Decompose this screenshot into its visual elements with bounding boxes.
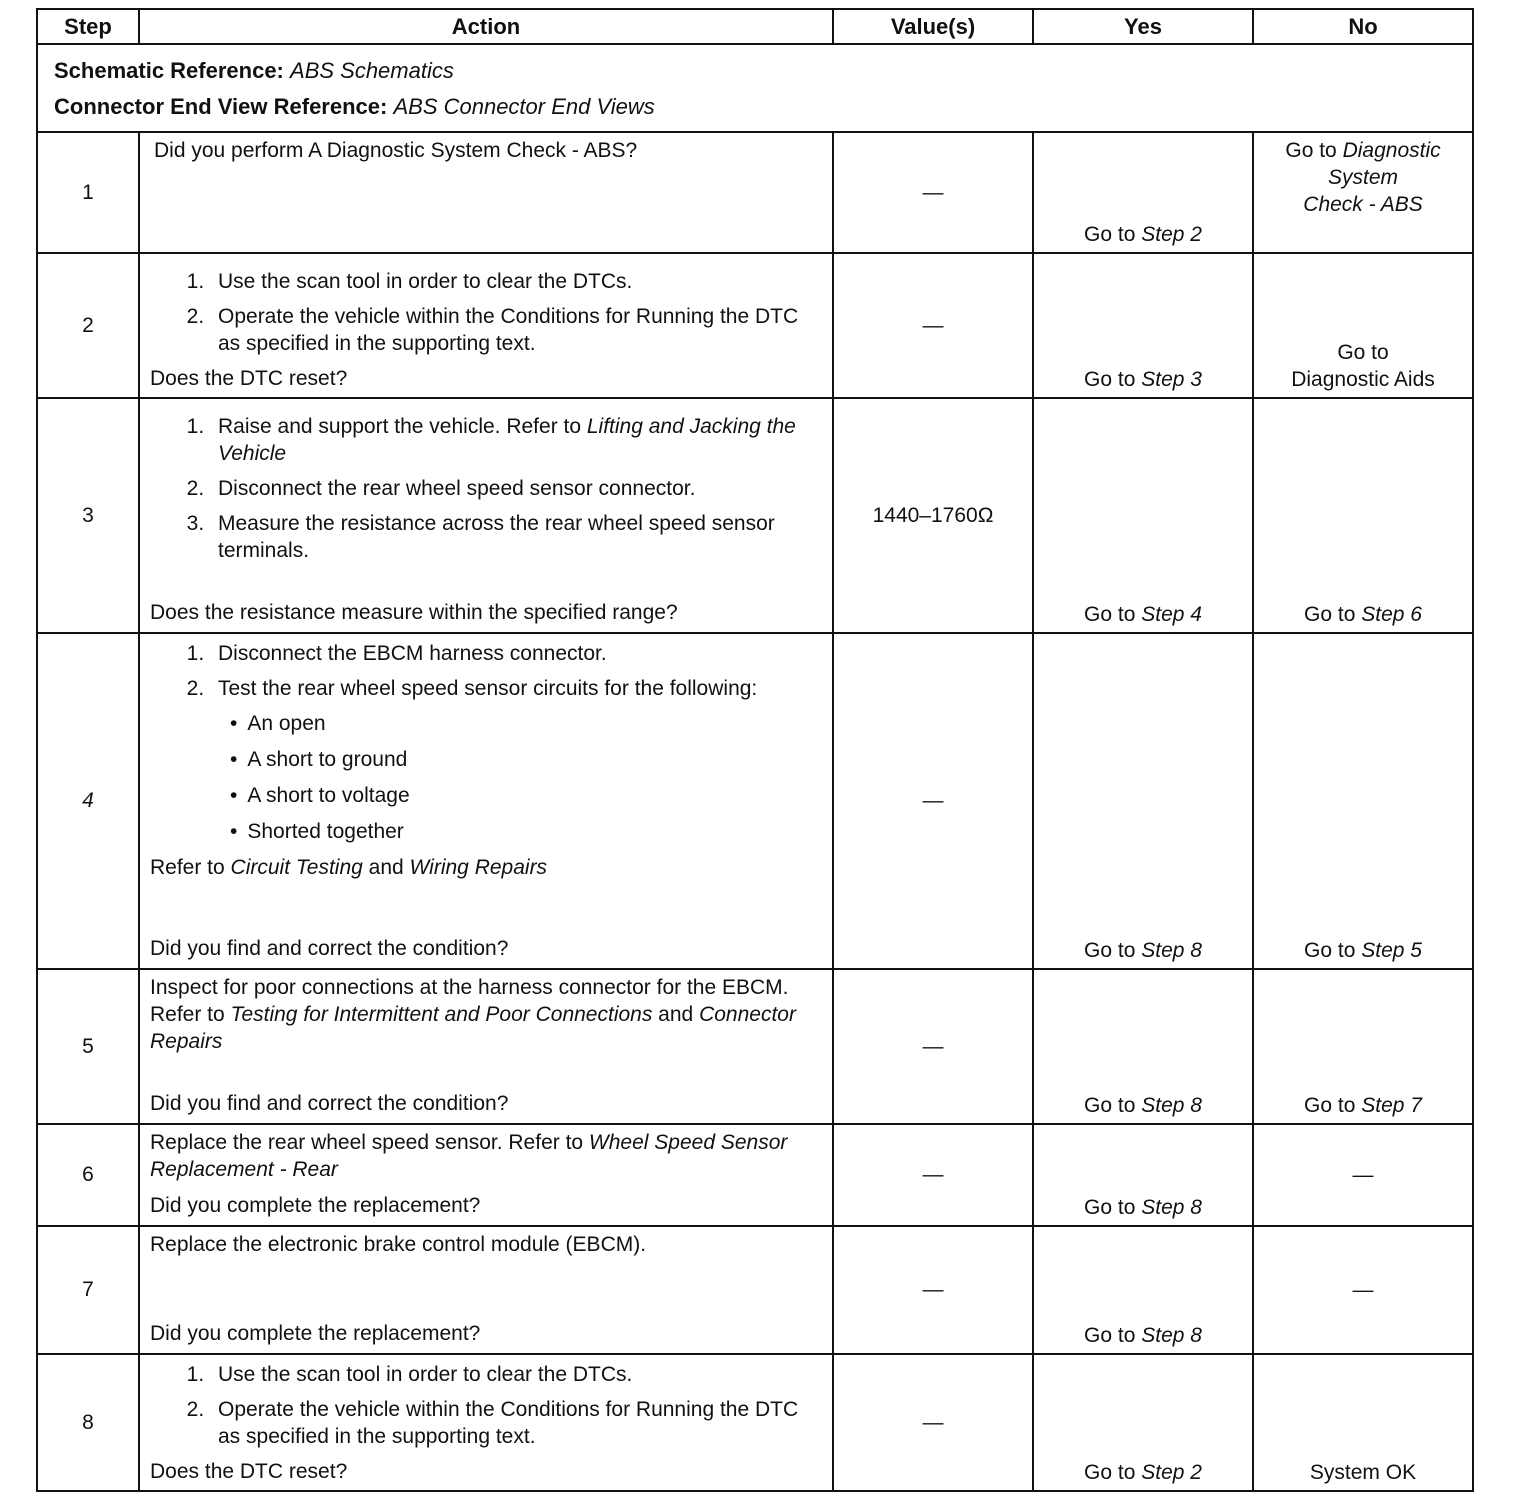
yes-cell bbox=[1033, 969, 1253, 1124]
action-question: Did you complete the replacement? bbox=[150, 1322, 481, 1345]
action-text bbox=[140, 970, 832, 1055]
yes-cell bbox=[1033, 1354, 1253, 1491]
action-cell bbox=[139, 1124, 833, 1226]
reference-cell bbox=[37, 44, 1473, 132]
yes-cell bbox=[1033, 633, 1253, 969]
goto-label: Go to bbox=[1084, 368, 1136, 391]
action-question: Did you find and correct the condition? bbox=[150, 1092, 509, 1115]
action-cell bbox=[139, 1354, 833, 1491]
action-question: Does the DTC reset? bbox=[150, 1460, 348, 1483]
no-step-link[interactable]: Step 7 bbox=[1361, 1094, 1422, 1117]
no-link-part2[interactable]: System bbox=[1327, 166, 1398, 189]
yes-step-link[interactable]: Step 4 bbox=[1141, 603, 1202, 626]
no-cell bbox=[1253, 633, 1473, 969]
action-question: Did you find and correct the condition? bbox=[150, 937, 509, 960]
schematic-reference bbox=[54, 53, 1456, 89]
value-cell: 1440–1760Ω bbox=[833, 398, 1033, 633]
action-text-part: and bbox=[652, 1003, 700, 1026]
schematic-reference-link[interactable]: ABS Schematics bbox=[290, 58, 454, 83]
goto-label: Go to bbox=[1084, 1461, 1136, 1484]
yes-step-link[interactable]: Step 8 bbox=[1141, 939, 1202, 962]
condition-item: • A short to ground bbox=[230, 746, 822, 773]
yes-cell bbox=[1033, 1226, 1253, 1354]
yes-goto[interactable] bbox=[1034, 366, 1252, 393]
yes-goto[interactable] bbox=[1034, 221, 1252, 248]
yes-step-link[interactable]: Step 2 bbox=[1141, 1461, 1202, 1484]
goto-label: Go to bbox=[1304, 603, 1356, 626]
action-cell bbox=[139, 253, 833, 398]
value-cell: — bbox=[833, 633, 1033, 969]
goto-label: Go to bbox=[1084, 939, 1136, 962]
action-cell bbox=[139, 633, 833, 969]
action-cell bbox=[139, 1226, 833, 1354]
action-text-part: Inspect for poor connections at the harness connector for the EBCM. Refer to bbox=[150, 976, 789, 1026]
step-number: 2 bbox=[37, 253, 139, 398]
goto-label: Go to bbox=[1304, 1094, 1356, 1117]
yes-cell bbox=[1033, 398, 1253, 633]
no-goto[interactable] bbox=[1254, 601, 1472, 628]
action-item: 2. Operate the vehicle within the Conditions for Running the DTC as specified in the supporting text. bbox=[210, 1396, 822, 1450]
connector-reference-link[interactable]: ABS Connector End Views bbox=[393, 94, 655, 119]
step-number: 4 bbox=[37, 633, 139, 969]
action-text: Replace the electronic brake control module (EBCM). bbox=[150, 1233, 647, 1256]
value-cell: — bbox=[833, 132, 1033, 253]
action-cell bbox=[139, 398, 833, 633]
reference-row bbox=[37, 44, 1473, 132]
yes-goto[interactable] bbox=[1034, 1194, 1252, 1221]
no-link-part3[interactable]: Check - ABS bbox=[1303, 193, 1423, 216]
diagnostic-table bbox=[36, 8, 1474, 1492]
yes-goto[interactable] bbox=[1034, 1092, 1252, 1119]
action-item: 1. Use the scan tool in order to clear the DTCs. bbox=[210, 268, 822, 295]
action-item: 3. Measure the resistance across the rear wheel speed sensor terminals. bbox=[210, 510, 822, 564]
goto-label: Go to bbox=[1285, 139, 1337, 162]
yes-step-link[interactable]: Step 8 bbox=[1141, 1324, 1202, 1347]
action-item bbox=[210, 413, 822, 467]
step-number: 8 bbox=[37, 1354, 139, 1491]
yes-goto[interactable] bbox=[1034, 1322, 1252, 1349]
action-text bbox=[140, 1125, 832, 1183]
header-yes: Yes bbox=[1033, 9, 1253, 44]
no-target[interactable]: Diagnostic Aids bbox=[1291, 368, 1435, 391]
action-question: Did you complete the replacement? bbox=[150, 1194, 481, 1217]
no-cell bbox=[1253, 969, 1473, 1124]
value-cell: — bbox=[833, 1354, 1033, 1491]
no-cell bbox=[1253, 1354, 1473, 1491]
condition-list bbox=[218, 710, 822, 845]
connector-reference-label: Connector End View Reference: bbox=[54, 94, 388, 119]
step-row-4 bbox=[37, 633, 1473, 969]
no-cell bbox=[1253, 1124, 1473, 1226]
action-item: 2. Disconnect the rear wheel speed sensor connector. bbox=[210, 475, 822, 502]
refer-and: and bbox=[362, 856, 410, 879]
action-cell bbox=[139, 969, 833, 1124]
no-step-link[interactable]: Step 6 bbox=[1361, 603, 1422, 626]
no-cell bbox=[1253, 1226, 1473, 1354]
goto-label: Go to bbox=[1304, 939, 1356, 962]
reference-link[interactable]: Wiring Repairs bbox=[409, 856, 548, 879]
step-row-8 bbox=[37, 1354, 1473, 1491]
refer-prefix: Refer to bbox=[150, 856, 231, 879]
no-goto[interactable] bbox=[1254, 1092, 1472, 1119]
header-no: No bbox=[1253, 9, 1473, 44]
no-cell bbox=[1253, 132, 1473, 253]
action-item: 2. Operate the vehicle within the Conditions for Running the DTC as specified in the supporting text. bbox=[210, 303, 822, 357]
condition-item: • Shorted together bbox=[230, 818, 822, 845]
no-goto[interactable] bbox=[1254, 937, 1472, 964]
no-step-link[interactable]: Step 5 bbox=[1361, 939, 1422, 962]
condition-item: • An open bbox=[230, 710, 822, 737]
action-item: 1. Use the scan tool in order to clear the DTCs. bbox=[210, 1361, 822, 1388]
header-row bbox=[37, 9, 1473, 44]
step-number: 7 bbox=[37, 1226, 139, 1354]
no-value: — bbox=[1352, 1163, 1374, 1187]
yes-step-link[interactable]: Step 8 bbox=[1141, 1196, 1202, 1219]
action-cell bbox=[139, 132, 833, 253]
goto-label: Go to bbox=[1337, 341, 1389, 364]
action-text-part: Replace the rear wheel speed sensor. Refer to bbox=[150, 1131, 589, 1154]
action-item bbox=[210, 675, 822, 845]
step-row-2 bbox=[37, 253, 1473, 398]
step-row-6 bbox=[37, 1124, 1473, 1226]
action-question: Does the DTC reset? bbox=[150, 367, 348, 390]
diagnostic-table-container bbox=[36, 8, 1472, 1492]
yes-step-link[interactable]: Step 8 bbox=[1141, 1094, 1202, 1117]
no-value: — bbox=[1352, 1278, 1374, 1302]
reference-link[interactable]: Lifting and Jacking the Vehicle bbox=[218, 415, 796, 465]
no-cell bbox=[1253, 398, 1473, 633]
action-question: Did you perform A Diagnostic System Check - ABS? bbox=[154, 139, 638, 162]
header-step: Step bbox=[37, 9, 139, 44]
action-question: Does the resistance measure within the specified range? bbox=[150, 601, 678, 624]
no-link-part1[interactable]: Diagnostic bbox=[1342, 139, 1441, 162]
step-row-5 bbox=[37, 969, 1473, 1124]
goto-label: Go to bbox=[1084, 603, 1136, 626]
yes-cell bbox=[1033, 1124, 1253, 1226]
no-cell bbox=[1253, 253, 1473, 398]
connector-reference bbox=[54, 89, 1456, 125]
action-item-text: Test the rear wheel speed sensor circuits for the following: bbox=[218, 677, 758, 700]
yes-goto[interactable] bbox=[1034, 937, 1252, 964]
value-cell: — bbox=[833, 969, 1033, 1124]
goto-label: Go to bbox=[1084, 1094, 1136, 1117]
goto-label: Go to bbox=[1084, 223, 1136, 246]
yes-step-link[interactable]: Step 3 bbox=[1141, 368, 1202, 391]
value-cell: — bbox=[833, 253, 1033, 398]
no-goto[interactable] bbox=[1254, 133, 1472, 218]
condition-item: • A short to voltage bbox=[230, 782, 822, 809]
step-row-3 bbox=[37, 398, 1473, 633]
schematic-reference-label: Schematic Reference: bbox=[54, 58, 284, 83]
reference-link[interactable]: Circuit Testing bbox=[230, 856, 363, 879]
header-values: Value(s) bbox=[833, 9, 1033, 44]
step-number: 6 bbox=[37, 1124, 139, 1226]
yes-cell bbox=[1033, 253, 1253, 398]
yes-goto[interactable] bbox=[1034, 601, 1252, 628]
step-number: 3 bbox=[37, 398, 139, 633]
yes-cell bbox=[1033, 132, 1253, 253]
value-cell: — bbox=[833, 1226, 1033, 1354]
step-number: 1 bbox=[37, 132, 139, 253]
step-number: 5 bbox=[37, 969, 139, 1124]
reference-link[interactable]: Testing for Intermittent and Poor Connections bbox=[230, 1003, 653, 1026]
step-row-7 bbox=[37, 1226, 1473, 1354]
goto-label: Go to bbox=[1084, 1324, 1136, 1347]
step-row-1 bbox=[37, 132, 1473, 253]
reference-link[interactable]: Connector Repairs bbox=[150, 1003, 796, 1053]
value-cell: — bbox=[833, 1124, 1033, 1226]
goto-label: Go to bbox=[1084, 1196, 1136, 1219]
no-value: System OK bbox=[1309, 1461, 1417, 1484]
yes-goto[interactable] bbox=[1034, 1459, 1252, 1486]
action-item-text: Raise and support the vehicle. Refer to bbox=[218, 415, 587, 438]
header-action: Action bbox=[139, 9, 833, 44]
yes-step-link[interactable]: Step 2 bbox=[1141, 223, 1202, 246]
no-goto[interactable] bbox=[1254, 339, 1472, 393]
action-item: 1. Disconnect the EBCM harness connector. bbox=[210, 640, 822, 667]
refer-text bbox=[150, 854, 822, 881]
reference-link[interactable]: Wheel Speed Sensor Replacement - Rear bbox=[150, 1131, 788, 1181]
